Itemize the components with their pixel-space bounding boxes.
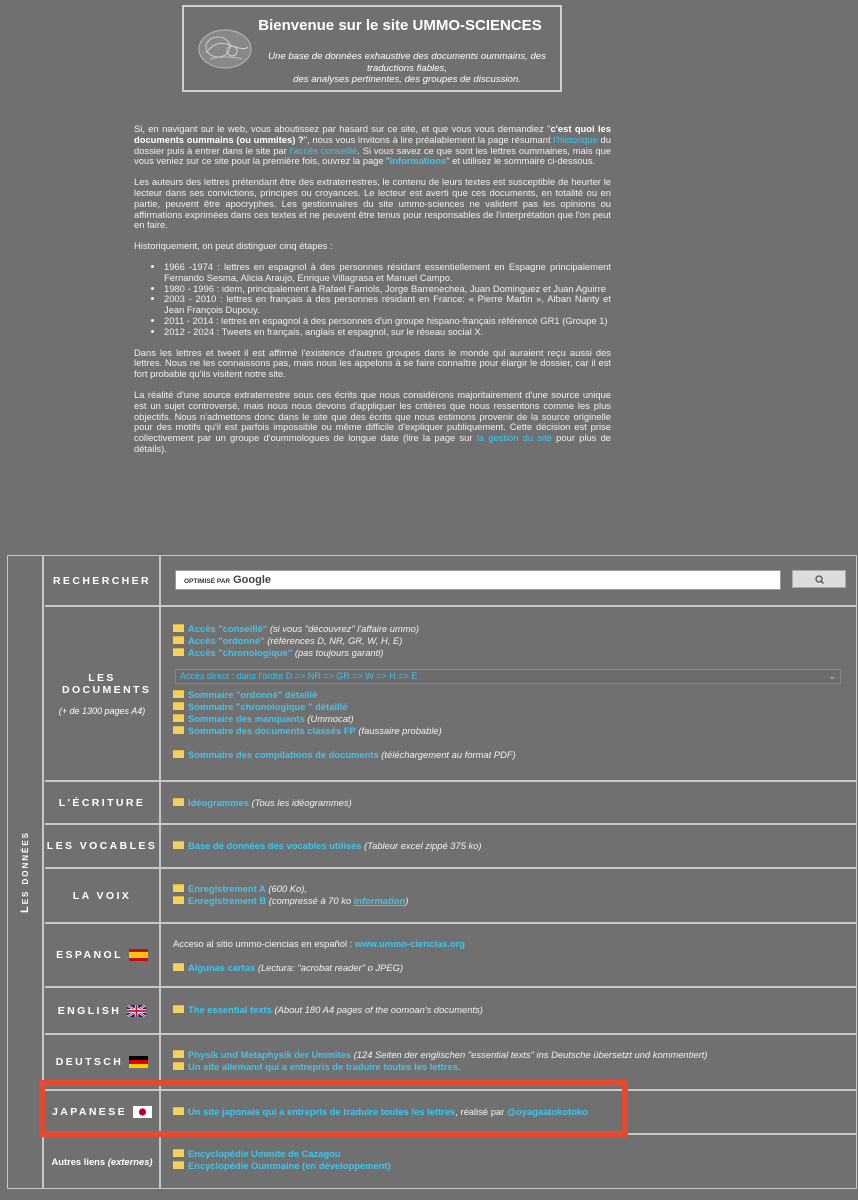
site-allemand-link[interactable]: Un site allemand qui a entrepris de traduire toutes les lettres. [188, 1060, 461, 1072]
japanese-text: , réalisé par [455, 1106, 507, 1117]
germany-flag-icon [129, 1056, 148, 1068]
row-autres-liens [45, 1135, 856, 1188]
algunas-cartas-link[interactable]: Algunas cartas [188, 961, 256, 973]
search-placeholder-brand: Google [233, 574, 271, 586]
row-label [45, 1135, 161, 1188]
espanol-label: ESPANOL [56, 949, 123, 961]
row-vocables [45, 825, 856, 869]
list-item [173, 1148, 846, 1160]
list-item [173, 635, 846, 647]
document-select[interactable] [175, 669, 841, 684]
compilations-link[interactable]: Sommaire des compilations de documents [188, 748, 379, 760]
intro-text [134, 124, 611, 465]
row-label [45, 988, 161, 1033]
list-item [173, 701, 846, 713]
autres-label-italic: (externes) [107, 1156, 153, 1167]
folder-icon [173, 963, 184, 971]
espanol-site-line [173, 938, 846, 950]
row-label [45, 924, 161, 986]
row-voix [45, 869, 856, 924]
folder-icon [173, 624, 184, 632]
list-item [173, 713, 846, 725]
autres-label: Autres liens [51, 1156, 106, 1167]
intro-question: c'est quoi les documents oummains (ou ummites) ? [134, 123, 611, 145]
intro-text-segment: ", nous vous invitons à lire préalablement la page résumant [303, 133, 554, 145]
intro-paragraph-2: Les auteurs des lettres prétendant être des extraterrestres, le contenu de leurs textes est susceptible de heurter le lecteur dans ses convictions, principes ou croyances. Le lecteur est averti que ces documents, en totalité ou en partie, peuvent être apocryphes. Les gestionnaires du site ummo-sciences ne valident pas les opinions ou affirmations exprimées dans ces textes et ne peuvent être tenus pour responsables de l'interprétation que l'on peut en faire. [134, 176, 611, 231]
doc-link[interactable]: Accès "chronologique" [188, 646, 293, 658]
espanol-text: Acceso al sitio ummo-ciencias en español : [173, 938, 355, 949]
folder-icon [173, 1050, 184, 1058]
english-note: (About 180 A4 pages of the oomoan's documents) [271, 1004, 483, 1015]
highlight-box [39, 1080, 628, 1137]
vocables-link[interactable]: Base de données des vocables utilisés [188, 840, 362, 851]
folder-icon [173, 702, 184, 710]
page-title: Bienvenue sur le site UMMO-SCIENCES [258, 17, 542, 34]
deutsch-label: DEUTSCH [55, 1056, 124, 1068]
enregistrement-b-link[interactable]: Enregistrement B [188, 894, 267, 906]
row-label: RECHERCHER [45, 556, 161, 605]
twitter-handle-link[interactable]: @oyagaatokotoko [506, 1106, 588, 1117]
japanese-label: JAPANESE [51, 1106, 128, 1118]
folder-icon [173, 1005, 184, 1013]
doc-note: (téléchargement au format PDF) [378, 748, 516, 760]
documents-sub: (+ de 1300 pages A4) [58, 705, 146, 716]
doc-note: (si vous "découvrez" l'affaire ummo) [267, 623, 419, 634]
uk-flag-icon [127, 1005, 146, 1017]
doc-note: (Ummocat) [304, 712, 354, 724]
folder-icon [173, 1149, 184, 1157]
voix-note: (compressé à 70 ko [266, 894, 354, 906]
row-english [45, 988, 856, 1035]
list-item: • 2011 - 2014 : lettres en espagnol à des personnes d'un groupe hispano-français référencé GR1 (Groupe 1) [164, 316, 611, 327]
list-item: • 1966 -1974 : lettres en espagnol à des personnes résidant essentiellement en Espagne principalement Fernando Sesma, Alicia Araujo, Enrique Villagrasa et Manuel Campo. [164, 262, 611, 284]
cazagou-link[interactable]: Encyclopédie Ummite de Cazagou [188, 1148, 341, 1159]
informations-link[interactable]: informations [389, 155, 447, 167]
search-placeholder-prefix: OPTIMISÉ PAR [184, 578, 231, 585]
folder-icon [173, 896, 184, 904]
list-item [173, 1049, 846, 1061]
doc-link[interactable]: Accès "ordonné" [188, 634, 265, 646]
folder-icon [173, 690, 184, 698]
doc-link[interactable]: Accès "conseillé" [188, 623, 268, 634]
doc-note: (faussaire probable) [355, 724, 442, 736]
voix-note: ) [405, 894, 409, 906]
english-content [173, 1004, 846, 1016]
autres-content [173, 1148, 846, 1172]
doc-note: (références D, NR, GR, W, H, E) [264, 634, 403, 646]
search-icon [793, 571, 847, 589]
page-subtitle [260, 51, 554, 86]
ideogrammes-link[interactable]: Idéogrammes [188, 797, 249, 808]
list-item [173, 623, 846, 635]
select-value: Accès direct : dans l'ordre D => NR => GR => W => H => E [180, 671, 418, 681]
espanol-content [173, 938, 846, 974]
folder-icon [173, 648, 184, 656]
intro-paragraph-4: Dans les lettres et tweet il est affirmé l'existence d'autres groupes dans le monde qui auraient reçu aussi des lettres. Nous ne les connaissons pas, mais nous les appelons à se faire connaître pour élargir le dossier, car il est fort probable qu'ils visitent notre site. [134, 346, 611, 380]
row-ecriture [45, 782, 856, 825]
intro-paragraph-5 [134, 390, 611, 455]
search-input[interactable] [175, 570, 781, 590]
acces-conseille-link[interactable]: l'accès conseillé [289, 144, 358, 156]
ecriture-note: (Tous les idéogrammes) [248, 797, 352, 808]
list-item: • 1980 - 1996 : idem, principalement à Rafael Farriols, Jorge Barrenechea, Juan Dominguez et Juan Aguirre [164, 284, 611, 295]
doc-link[interactable]: Sommaire "chronologique " détaillé [188, 701, 348, 713]
row-label: LES VOCABLES [45, 825, 161, 867]
folder-icon [173, 636, 184, 644]
list-item: • 2003 - 2010 : lettres en français à des personnes résidant en France: « Pierre Martin », Alban Nanty et Jean François Dupouy. [164, 294, 611, 316]
doc-link[interactable]: Sommaire "ordonné" détaillé [188, 689, 318, 701]
folder-icon [173, 714, 184, 722]
ummo-ciencias-link[interactable]: www.ummo-ciencias.org [354, 938, 465, 949]
english-label: ENGLISH [57, 1004, 122, 1017]
intro-text-segment: . Si vous savez ce que sont les lettres oummaines, mais que vous veniez sur ce site pour la première fois, ouvrez la page " [134, 144, 611, 167]
folder-icon [173, 884, 184, 892]
header-box [182, 5, 562, 92]
intro-text-segment: " et utilisez le sommaire ci-dessous. [446, 155, 596, 167]
row-label: LA VOIX [45, 869, 161, 922]
row-label [45, 607, 161, 780]
intro-paragraph-3: Historiquement, on peut distinguer cinq étapes : [134, 240, 333, 252]
doc-note: (pas toujours garanti) [292, 646, 384, 658]
search-button[interactable] [792, 570, 846, 588]
folder-icon [173, 1062, 184, 1070]
site-japonais-link[interactable]: Un site japonais qui a entrepris de traduire toutes les lettres [188, 1106, 456, 1117]
list-item [173, 1160, 846, 1172]
documents-links [173, 623, 846, 760]
subtitle-line1: Une base de données exhaustive des documents oummains, des traductions fiables, [268, 51, 546, 74]
intro-text-segment: La réalité d'une source extraterrestre sous ces écrits que nous considérons majoritairement d'une source unique est un sujet controversé, mais nous nous devons d'appliquer les critères que nous ressentons comme les plus objectifs. Nous n'admettons donc dans le site que des écrits que nous estimons provenir de la source originelle pour des motifs qu'il est parfois impossible ou même difficile d'expliquer publiquement. Cette décision est prise collectivement par un groupe d'oummologues de longue date (lire la page sur [134, 388, 611, 444]
documents-label: LES DOCUMENTS [62, 671, 152, 696]
folder-icon [173, 726, 184, 734]
list-item [173, 749, 846, 761]
intro-text-segment: pour plus de détails). [134, 432, 612, 454]
gestion-site-link[interactable]: la gestion du site [476, 432, 552, 444]
steps-list [134, 262, 611, 338]
vertical-label-text: Les données [19, 830, 31, 914]
intro-text-segment: du dossier puis à entrer dans le site par [134, 133, 611, 156]
intro-paragraph-1 [134, 124, 611, 167]
list-item [173, 883, 846, 895]
list-item [173, 647, 846, 659]
intro-text-segment: Si, en navigant sur le web, vous aboutissez par hasard sur ce site, et que vous vous demandiez " [134, 123, 551, 134]
folder-icon [173, 750, 184, 758]
enregistrement-a-link[interactable]: Enregistrement A [188, 883, 266, 894]
folder-icon [173, 798, 184, 806]
encyclopedie-oummaine-link[interactable]: Encyclopédie Oummaine (en développement) [188, 1159, 391, 1171]
voix-content [173, 883, 846, 907]
voix-note: (600 Ko), [265, 883, 307, 894]
list-item [173, 689, 846, 701]
doc-link[interactable]: Sommaire des documents classés FP [188, 724, 356, 736]
vocables-content [173, 840, 846, 852]
folder-icon [173, 841, 184, 849]
deutsch-content [173, 1049, 846, 1073]
chevron-down-icon: ⌄ [828, 671, 836, 681]
row-documents [45, 607, 856, 782]
vocables-note: (Tableur excel zippé 375 ko) [361, 840, 482, 851]
list-item: • 2012 - 2024 : Tweets en français, anglais et espagnol, sur le réseau social X. [164, 327, 611, 338]
list-item [173, 895, 846, 907]
historique-link[interactable]: l'historique [553, 133, 598, 145]
essential-texts-link[interactable]: The essential texts [188, 1004, 272, 1015]
list-item [173, 962, 846, 974]
subtitle-line2: des analyses pertinentes, des groupes de discussion. [293, 74, 521, 85]
ecriture-content [173, 797, 846, 809]
espanol-note: (Lectura: "acrobat reader" o JPEG) [255, 961, 404, 973]
row-espanol [45, 924, 856, 988]
deutsch-note: (124 Seiten der englischen "essential texts" ins Deutsche übersetzt und kommentiert) [351, 1049, 708, 1060]
list-item [173, 1061, 846, 1073]
row-label: L'ÉCRITURE [45, 782, 161, 823]
spain-flag-icon [129, 949, 148, 961]
folder-icon [173, 1161, 184, 1169]
information-link[interactable]: information [353, 894, 406, 906]
doc-link[interactable]: Sommaire des manquants [188, 712, 305, 724]
physik-link[interactable]: Physik und Metaphysik der Ummites [188, 1049, 352, 1060]
list-item [173, 725, 846, 737]
